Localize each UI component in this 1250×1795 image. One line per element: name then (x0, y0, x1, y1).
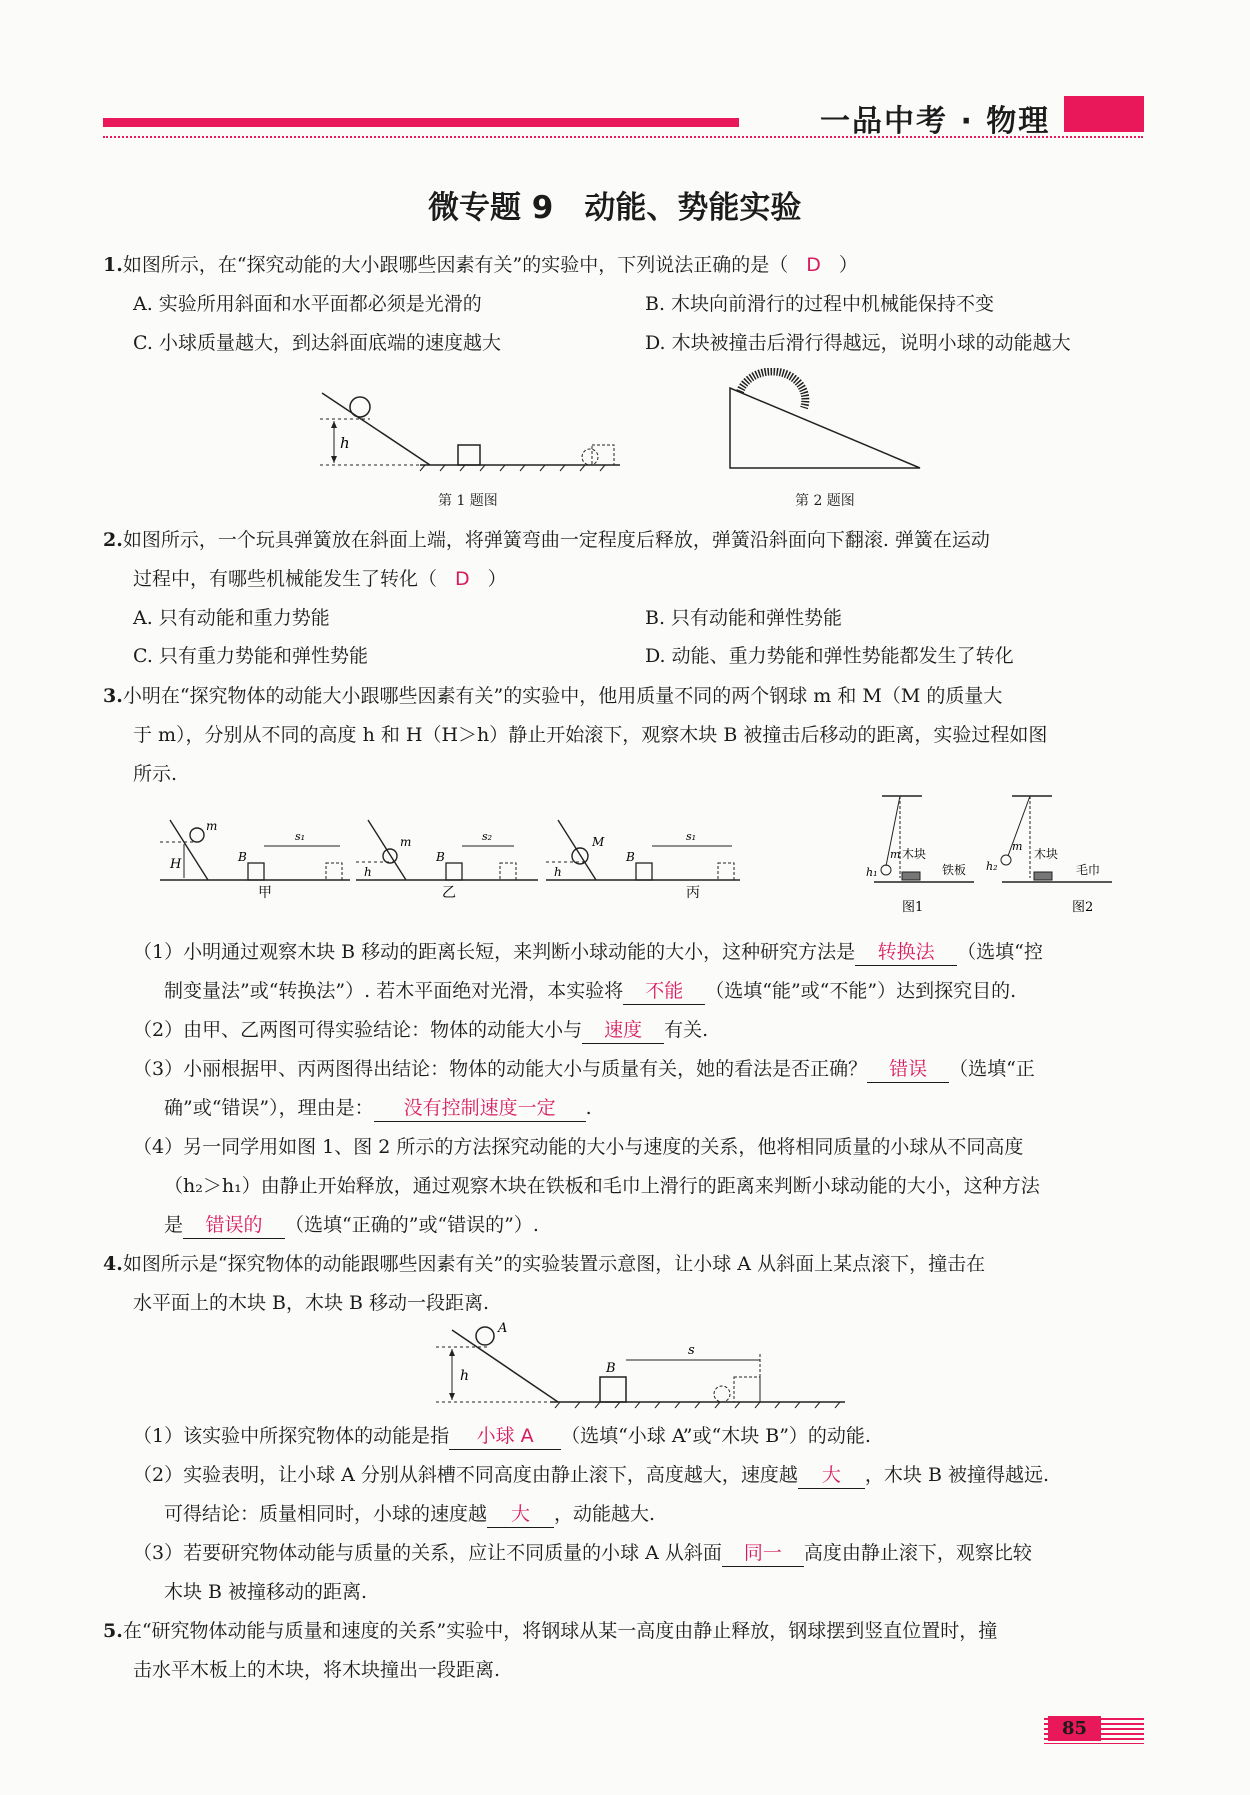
q2-answer: D (455, 568, 470, 590)
svg-text:乙: 乙 (442, 885, 456, 900)
svg-text:m: m (1012, 840, 1023, 853)
svg-text:s₁: s₁ (295, 830, 306, 843)
q3-p1-answer1: 转换法 (855, 939, 957, 966)
q3-figures-pendulum (862, 792, 1122, 922)
q1-figure (310, 385, 630, 475)
q3-stem-line3: 所示. (133, 763, 178, 785)
svg-text:B: B (436, 850, 445, 864)
svg-text:M: M (592, 835, 605, 849)
q3-part1-line1: （1）小明通过观察木块 B 移动的距离长短，来判断小球动能的大小，这种研究方法是 转换法 （选填“控 (133, 939, 1043, 966)
q3-part4-line1: （4）另一同学用如图 1、图 2 所示的方法探究动能的大小与速度的关系，他将相同质量的小球从不同高度 (133, 1136, 1024, 1158)
page-title: 微专题 9 动能、势能实验 (428, 190, 802, 226)
q3-part4-line3: 是 错误的 （选填“正确的”或“错误的”）. (164, 1212, 539, 1239)
q3-figures-main (160, 818, 740, 900)
svg-text:B: B (238, 850, 247, 864)
q2-option-a: A. 只有动能和重力势能 (133, 607, 330, 629)
svg-text:铁板: 铁板 (942, 863, 967, 877)
svg-text:s₂: s₂ (482, 830, 493, 843)
page-number: 85 (1048, 1716, 1101, 1741)
q4-figure (430, 1322, 850, 1412)
q4-part2-line2: 可得结论：质量相同时，小球的速度越 大 ，动能越大. (164, 1501, 655, 1528)
q3-p3-answer2: 没有控制速度一定 (374, 1095, 586, 1122)
q4-part1: （1）该实验中所探究物体的动能是指 小球 A （选填“小球 A”或“木块 B”）的动能. (133, 1423, 871, 1450)
svg-text:图1: 图1 (902, 900, 924, 915)
q4-p2-answer1: 大 (798, 1462, 865, 1489)
q5-stem-line1: 5.在“研究物体动能与质量和速度的关系”实验中，将钢球从某一高度由静止释放，钢球摆到竖直位置时，撞 (103, 1620, 998, 1642)
svg-text:m: m (400, 835, 412, 849)
header-accent-block (1064, 96, 1144, 132)
svg-text:h: h (364, 865, 372, 879)
q4-p3-answer: 同一 (722, 1540, 804, 1567)
q4-p2-answer2: 大 (487, 1501, 554, 1528)
svg-text:s₁: s₁ (686, 830, 697, 843)
svg-text:B: B (626, 850, 635, 864)
q3-stem-line1: 3.小明在“探究物体的动能大小跟哪些因素有关”的实验中，他用质量不同的两个钢球 m 和 M（M 的质量大 (103, 685, 1003, 707)
q3-part4-line2: （h₂＞h₁）由静止开始释放，通过观察木块在铁板和毛巾上滑行的距离来判断小球动能的大小，这种方法 (164, 1175, 1040, 1197)
q4-label-h: h (460, 1368, 470, 1384)
svg-text:h₁: h₁ (866, 866, 878, 879)
q4-label-s: s (688, 1343, 695, 1358)
header-brand: 一品中考 · 物理 (820, 104, 1051, 139)
svg-text:丙: 丙 (686, 885, 700, 900)
q3-part3-line1: （3）小丽根据甲、丙两图得出结论：物体的动能大小与质量有关，她的看法是否正确？ 错误 （选填“正 (133, 1056, 1035, 1083)
q4-p1-answer: 小球 A (449, 1423, 561, 1450)
q2-figure (720, 368, 930, 478)
q4-part3-line2: 木块 B 被撞移动的距离. (164, 1581, 368, 1603)
q4-part2-line1: （2）实验表明，让小球 A 分别从斜槽不同高度由静止滚下，高度越大，速度越 大 ，木块 B 被撞得越远. (133, 1462, 1049, 1489)
q3-stem-line2: 于 m），分别从不同的高度 h 和 H（H＞h）静止开始滚下，观察木块 B 被撞击后移动的距离，实验过程如图 (133, 724, 1048, 746)
q3-p1-answer2: 不能 (623, 978, 705, 1005)
svg-text:甲: 甲 (258, 885, 272, 900)
q3-part1-line2: 制变量法”或“转换法”）. 若木平面绝对光滑，本实验将 不能 （选填“能”或“不能”）达到探究目的. (164, 978, 1016, 1005)
q3-figure-bing (546, 820, 740, 900)
q2-stem-line2: 过程中，有哪些机械能发生了转化（ D ） (133, 568, 507, 590)
q1-answer: D (806, 254, 821, 276)
q3-part3-line2: 确”或“错误”），理由是： 没有控制速度一定 . (164, 1095, 592, 1122)
q3-p4-answer: 错误的 (183, 1212, 285, 1239)
q1-option-d: D. 木块被撞击后滑行得越远，说明小球的动能越大 (645, 332, 1071, 354)
q3-figure-jia (160, 819, 350, 900)
q1-figure-caption: 第 1 题图 (438, 493, 498, 509)
q4-stem-line2: 水平面上的木块 B，木块 B 移动一段距离. (133, 1292, 490, 1314)
svg-text:m: m (890, 848, 901, 861)
svg-text:h₂: h₂ (986, 860, 998, 873)
q5-stem-line2: 击水平木板上的木块，将木块撞出一段距离. (133, 1659, 501, 1681)
svg-text:m: m (206, 819, 218, 833)
q2-option-c: C. 只有重力势能和弹性势能 (133, 645, 368, 667)
q1-stem: 1.如图所示，在“探究动能的大小跟哪些因素有关”的实验中，下列说法正确的是（ D ） (103, 254, 858, 276)
q1-label-h: h (340, 434, 350, 452)
svg-text:木块: 木块 (1034, 847, 1059, 861)
q1-option-b: B. 木块向前滑行的过程中机械能保持不变 (645, 293, 995, 315)
q2-stem-line1: 2.如图所示，一个玩具弹簧放在斜面上端，将弹簧弯曲一定程度后释放，弹簧沿斜面向下翻滚. 弹簧在运动 (103, 529, 990, 551)
q4-label-b: B (606, 1361, 616, 1376)
q3-figure-yi (356, 820, 538, 900)
q4-stem-line1: 4.如图所示是“探究物体的动能跟哪些因素有关”的实验装置示意图，让小球 A 从斜面上某点滚下，撞击在 (103, 1253, 986, 1275)
svg-text:木块: 木块 (902, 847, 927, 861)
svg-text:h: h (554, 865, 562, 879)
q1-option-c: C. 小球质量越大，到达斜面底端的速度越大 (133, 332, 501, 354)
q1-option-a: A. 实验所用斜面和水平面都必须是光滑的 (133, 293, 482, 315)
q3-figure-2 (986, 796, 1112, 915)
q4-label-a: A (498, 1322, 508, 1336)
q2-option-b: B. 只有动能和弹性势能 (645, 607, 843, 629)
q3-figure-1 (866, 796, 974, 915)
header-bar (103, 118, 739, 127)
q3-p2-answer: 速度 (582, 1017, 664, 1044)
q3-part2: （2）由甲、乙两图可得实验结论：物体的动能大小与 速度 有关. (133, 1017, 708, 1044)
svg-text:毛巾: 毛巾 (1076, 863, 1101, 877)
svg-text:H: H (170, 857, 182, 872)
q2-option-d: D. 动能、重力势能和弹性势能都发生了转化 (645, 645, 1014, 667)
q2-figure-caption: 第 2 题图 (795, 493, 855, 509)
q3-p3-answer1: 错误 (867, 1056, 949, 1083)
svg-text:图2: 图2 (1072, 900, 1094, 915)
q4-part3-line1: （3）若要研究物体动能与质量的关系，应让不同质量的小球 A 从斜面 同一 高度由静止滚下，观察比较 (133, 1540, 1032, 1567)
